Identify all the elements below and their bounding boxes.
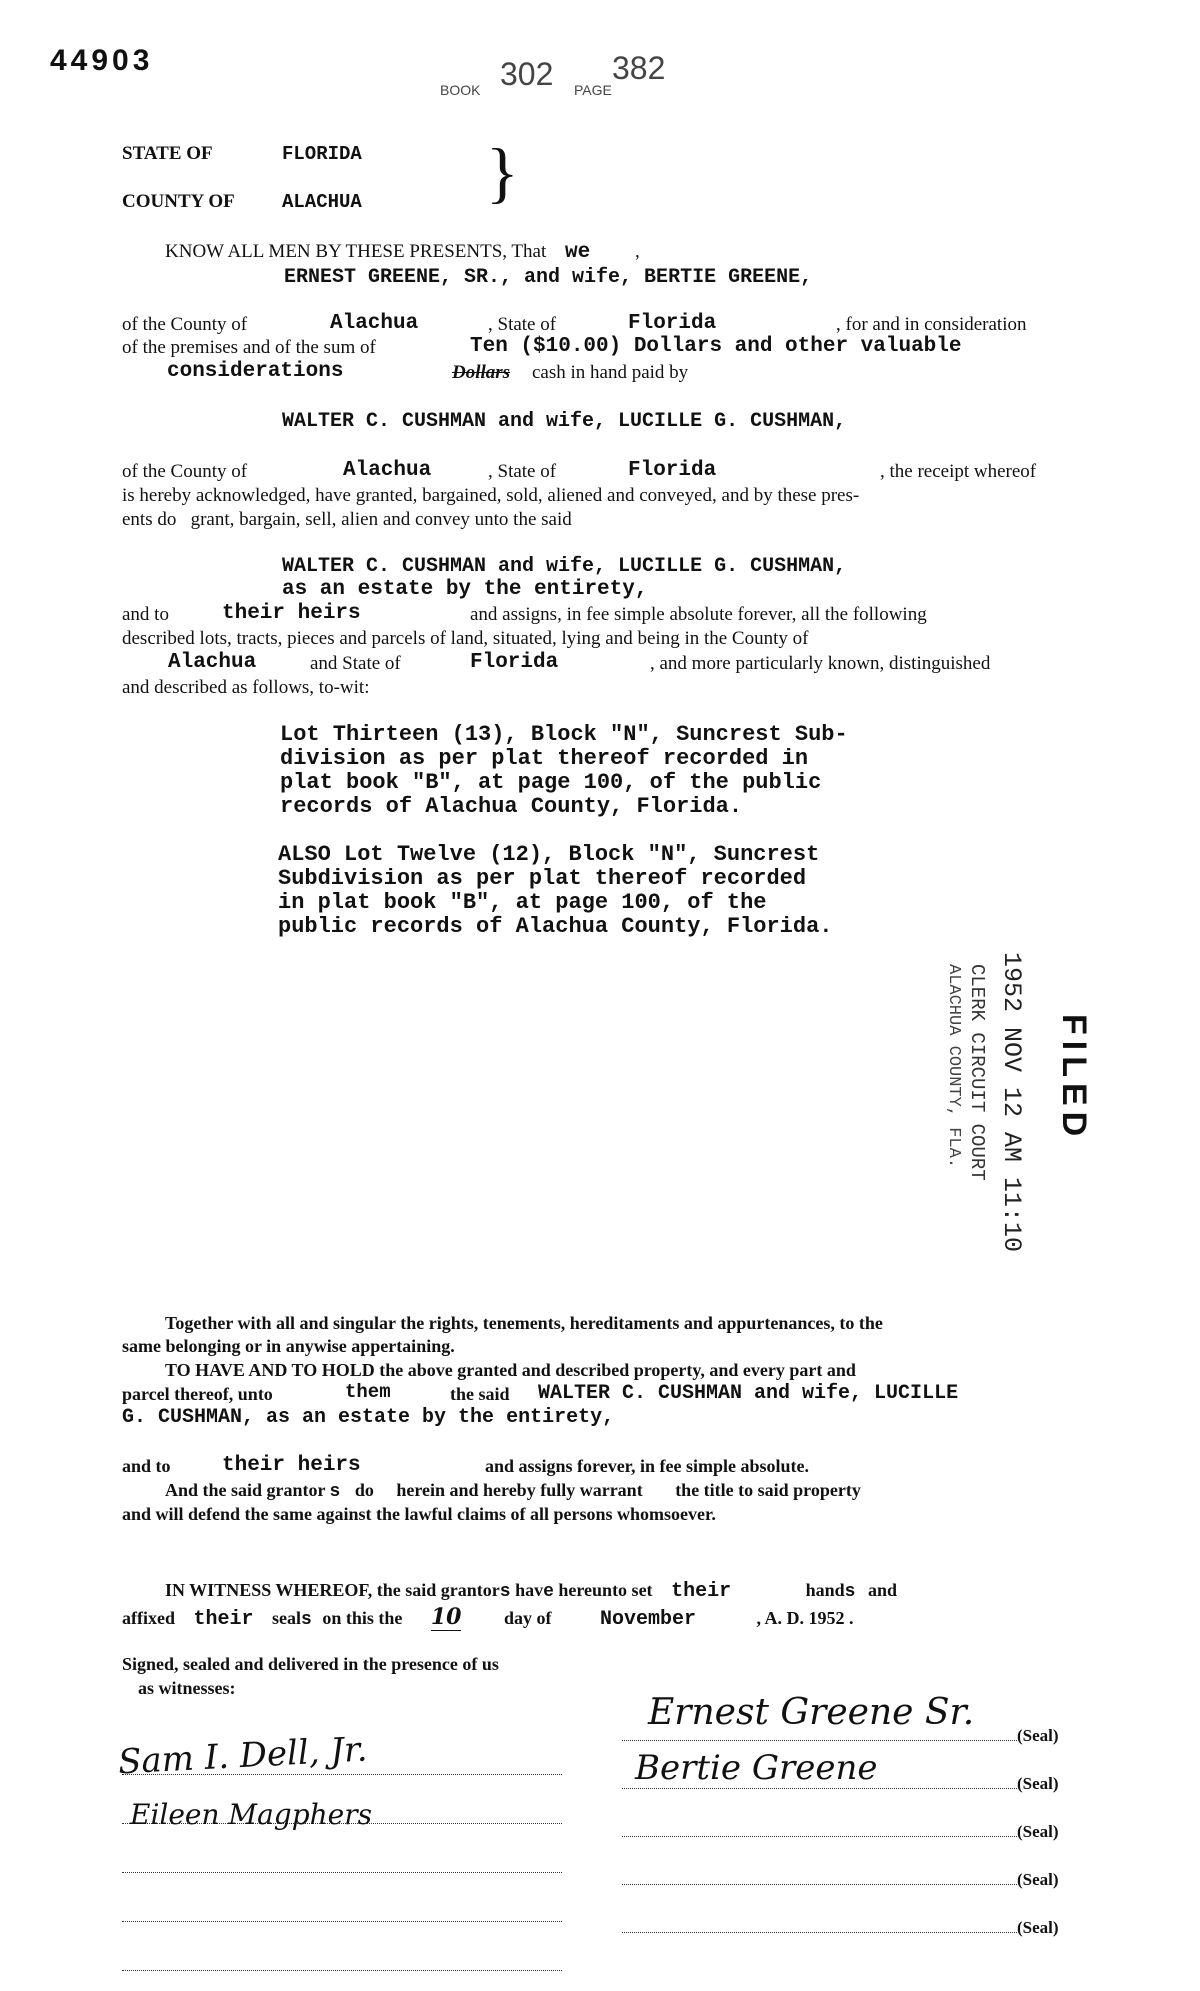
signed-line-2: as witnesses: <box>138 1678 236 1698</box>
month-fill: November <box>599 1608 696 1631</box>
legal-line: Lot Thirteen (13), Block "N", Suncrest Sub- <box>280 722 848 747</box>
book-number: 302 <box>500 56 554 92</box>
premises-text: of the premises and of the sum of <box>122 337 376 358</box>
unto-names-2: G. CUSHMAN, as an estate by the entirety, <box>122 1406 615 1429</box>
seal-label-3: (Seal) <box>1017 1822 1059 1841</box>
legal-line: plat book "B", at page 100, of the public <box>280 770 822 795</box>
witness-and: and <box>867 1580 897 1600</box>
state2-label: , State of <box>488 461 557 482</box>
year-text: , A. D. 1952 . <box>756 1608 854 1628</box>
grantor-signature-1: Ernest Greene Sr. <box>648 1692 975 1733</box>
sum-fill: Ten ($10.00) Dollars and other valuable <box>470 335 962 358</box>
county-of-label: of the County of <box>122 314 248 335</box>
witness-hand: hand <box>805 1580 845 1600</box>
state-value: FLORIDA <box>282 143 362 165</box>
ack-line-1: is hereby acknowledged, have granted, bargained, sold, aliened and conveyed, and by these pres- <box>122 485 860 506</box>
legal-line: ALSO Lot Twelve (12), Block "N", Suncrest <box>278 842 820 867</box>
said-text: the said <box>450 1384 510 1404</box>
estate-text: as an estate by the entirety, <box>282 578 648 601</box>
document-number: 44903 <box>50 44 154 77</box>
grantor-s: s <box>329 1482 341 1502</box>
affixed-their: their <box>193 1608 254 1631</box>
stamp-filed: FILED <box>1055 1014 1093 1143</box>
witness-e: e <box>543 1582 554 1602</box>
state-of-label: , State of <box>488 314 557 335</box>
to-wit-text: and described as follows, to-wit: <box>122 677 370 698</box>
legal-description-2 <box>278 843 833 939</box>
witness-line-1 <box>165 1580 897 1603</box>
seal-label-5: (Seal) <box>1017 1918 1059 1937</box>
state-label: STATE OF <box>122 143 213 164</box>
seal-label-4: (Seal) <box>1017 1870 1059 1889</box>
witness-b: hav <box>515 1580 544 1600</box>
intro-line <box>165 241 640 264</box>
affixed-text: affixed <box>122 1608 175 1628</box>
page-number: 382 <box>612 50 666 86</box>
filed-stamp <box>944 952 1093 1253</box>
county2-label: of the County of <box>122 461 248 482</box>
grantor-line-4[interactable] <box>622 1884 1017 1885</box>
witness-their: their <box>671 1580 732 1603</box>
comma: , <box>634 241 640 262</box>
legal-line: Subdivision as per plat thereof recorded <box>278 866 807 891</box>
grantor-line-1[interactable] <box>622 1740 1017 1741</box>
book-label: BOOK <box>440 82 481 98</box>
sum-fill-2: considerations <box>167 360 344 383</box>
legal-line: division as per plat thereof recorded in <box>280 746 809 771</box>
struck-dollars: Dollars <box>452 362 511 383</box>
witness-hands-s: s <box>844 1582 856 1602</box>
warrant-line <box>165 1480 861 1502</box>
witness-a: IN WITNESS WHEREOF, the said grantor <box>165 1580 500 1600</box>
heirs-fill: their heirs <box>222 602 361 625</box>
assigns-text: and assigns, in fee simple absolute forever, all the following <box>470 604 927 625</box>
state3-label: and State of <box>310 653 401 674</box>
witness-line-c[interactable] <box>122 1872 562 1873</box>
seal-label-2: (Seal) <box>1017 1774 1059 1793</box>
habendum-line-4: parcel thereof, unto <box>122 1384 273 1404</box>
forever-text: and assigns forever, in fee simple absolute. <box>485 1456 810 1476</box>
ack-line-2: ents do grant, bargain, sell, alien and convey unto the said <box>122 509 572 530</box>
heirs-fill-2: their heirs <box>222 1454 361 1477</box>
stamp-datetime: 1952 NOV 12 AM 11:10 <box>997 952 1026 1253</box>
grantors-names: ERNEST GREENE, SR., and wife, BERTIE GREENE, <box>284 266 813 289</box>
and-to-text: and to <box>122 604 169 625</box>
habendum-line-2: same belonging or in anywise appertaining. <box>122 1336 455 1356</box>
stamp-county: ALACHUA COUNTY, FLA. <box>944 964 963 1169</box>
witness-c: hereunto set <box>558 1580 653 1600</box>
grantor-signature-2: Bertie Greene <box>635 1748 878 1788</box>
witness-line-e[interactable] <box>122 1970 562 1971</box>
particular-text: , and more particularly known, distinguished <box>650 653 991 674</box>
county2-fill: Alachua <box>343 459 432 482</box>
legal-line: in plat book "B", at page 100, of the <box>278 890 767 915</box>
county-fill: Alachua <box>330 312 419 335</box>
habendum-line-1: Together with all and singular the rights, tenements, hereditaments and appurtenances, to the <box>165 1313 883 1333</box>
warrant-d: the title to said property <box>675 1480 861 1500</box>
habendum-line-3: TO HAVE AND TO HOLD the above granted and described property, and every part and <box>165 1360 856 1380</box>
venue-brace: } <box>486 134 519 210</box>
seal-text: seal <box>272 1608 302 1628</box>
witness-s: s <box>499 1582 511 1602</box>
warrant-c: herein and hereby fully warrant <box>396 1480 643 1500</box>
grantor-line-2[interactable] <box>622 1788 1017 1789</box>
witness-signature-2: Eileen Magphers <box>130 1798 372 1831</box>
county-value: ALACHUA <box>282 191 362 213</box>
page-label: PAGE <box>574 82 612 98</box>
legal-line: public records of Alachua County, Florida. <box>278 914 833 939</box>
grantor-line-3[interactable] <box>622 1836 1017 1837</box>
state2-fill: Florida <box>628 459 717 482</box>
grantor-line-5[interactable] <box>622 1932 1017 1933</box>
receipt-text: , the receipt whereof <box>880 461 1037 482</box>
state3-fill: Florida <box>470 651 559 674</box>
grantees-names: WALTER C. CUSHMAN and wife, LUCILLE G. CUSHMAN, <box>282 410 847 433</box>
described-text: described lots, tracts, pieces and parcels of land, situated, lying and being in the County of <box>122 628 809 649</box>
seals-s: s <box>301 1610 312 1630</box>
legal-description-1 <box>280 723 848 819</box>
seal-label-1: (Seal) <box>1017 1726 1059 1745</box>
legal-line: records of Alachua County, Florida. <box>280 794 743 819</box>
warrant-b: do <box>354 1480 374 1500</box>
witness-line-2 <box>122 1604 854 1631</box>
witness-line-d[interactable] <box>122 1921 562 1922</box>
stamp-clerk: CLERK CIRCUIT COURT <box>966 964 988 1181</box>
unto-names: WALTER C. CUSHMAN and wife, LUCILLE <box>538 1382 959 1405</box>
witness-signature-1: Sam I. Dell, Jr. <box>117 1729 369 1783</box>
unto-fill: them <box>345 1381 391 1403</box>
consideration-text: , for and in consideration <box>836 314 1027 335</box>
warrant-a: And the said grantor <box>165 1480 326 1500</box>
day-fill: 10 <box>430 1604 462 1630</box>
know-all-men-text: KNOW ALL MEN BY THESE PRESENTS, That <box>165 241 547 262</box>
signed-line-1: Signed, sealed and delivered in the presence of us <box>122 1654 499 1674</box>
defend-line: and will defend the same against the lawful claims of all persons whomsoever. <box>122 1504 716 1524</box>
on-this-text: on this the <box>322 1608 403 1628</box>
county-label: COUNTY OF <box>122 191 235 212</box>
day-of-text: day of <box>503 1608 552 1628</box>
state-fill: Florida <box>628 312 717 335</box>
grantor-pronoun: we <box>565 241 591 264</box>
and-to-text-2: and to <box>122 1456 171 1476</box>
cash-text: cash in hand paid by <box>532 362 689 383</box>
grantees-names-2: WALTER C. CUSHMAN and wife, LUCILLE G. CUSHMAN, <box>282 555 847 578</box>
county3-fill: Alachua <box>168 651 257 674</box>
